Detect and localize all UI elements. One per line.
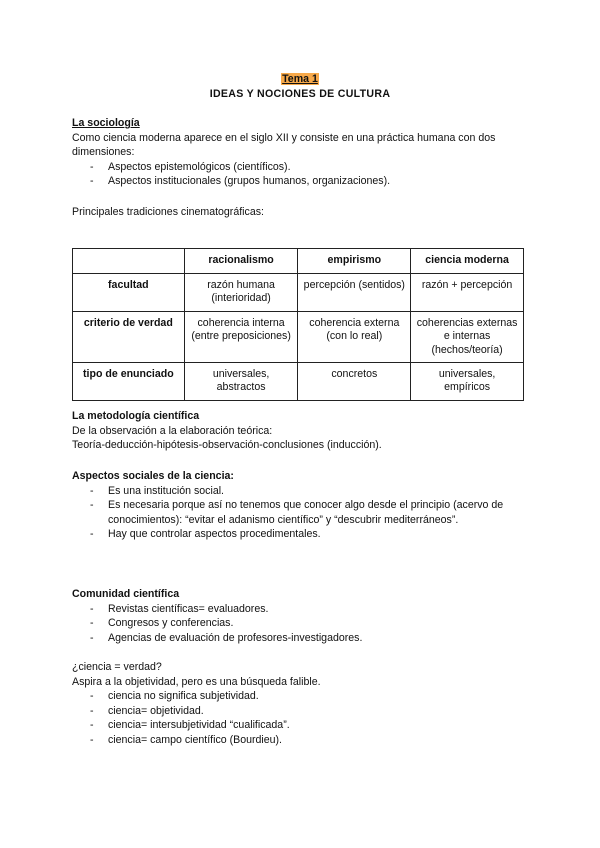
section-metodologia bbox=[72, 409, 532, 453]
bullet-list bbox=[72, 484, 532, 542]
list-item: - Hay que controlar aspectos procedimentales. bbox=[72, 527, 532, 542]
row-label: tipo de enunciado bbox=[73, 363, 185, 401]
table-cell: coherencias externas e internas (hechos/teoría) bbox=[411, 311, 524, 362]
bullet-list bbox=[72, 689, 532, 747]
table-header-cell: ciencia moderna bbox=[411, 249, 524, 274]
section-comunidad bbox=[72, 587, 532, 645]
section-heading: La metodología científica bbox=[72, 410, 200, 422]
table-cell: coherencia interna (entre preposiciones) bbox=[184, 311, 298, 362]
table-cell: percepción (sentidos) bbox=[298, 274, 411, 312]
row-label: facultad bbox=[73, 274, 185, 312]
list-item: - Es una institución social. bbox=[72, 484, 532, 499]
table-row bbox=[73, 363, 524, 401]
section-heading: La sociología bbox=[72, 117, 140, 129]
list-item: - Agencias de evaluación de profesores-investigadores. bbox=[72, 631, 532, 646]
question-line: ¿ciencia = verdad? bbox=[72, 661, 162, 673]
table-cell: razón humana (interioridad) bbox=[184, 274, 298, 312]
table-cell: universales, empíricos bbox=[411, 363, 524, 401]
paragraph: Teoría-deducción-hipótesis-observación-conclusiones (inducción). bbox=[72, 439, 382, 452]
table-row bbox=[73, 274, 524, 312]
bullet-list bbox=[72, 160, 532, 189]
paragraph: Aspira a la objetividad, pero es una búsqueda falible. bbox=[72, 675, 321, 688]
section-sociologia bbox=[72, 116, 532, 189]
paragraph: De la observación a la elaboración teórica: bbox=[72, 424, 273, 437]
section-aspectos bbox=[72, 469, 532, 542]
list-item: - ciencia= objetividad. bbox=[72, 704, 532, 719]
table-cell: concretos bbox=[298, 363, 411, 401]
list-item: - ciencia= campo científico (Bourdieu). bbox=[72, 733, 532, 748]
list-item: - Aspectos institucionales (grupos humanos, organizaciones). bbox=[72, 174, 532, 189]
paragraph: Como ciencia moderna aparece en el siglo XII y consiste en una práctica humana con dos dimensiones: bbox=[72, 131, 496, 159]
document-title: IDEAS Y NOCIONES DE CULTURA bbox=[209, 88, 391, 100]
topic-label bbox=[0, 72, 600, 87]
list-item: - Revistas científicas= evaluadores. bbox=[72, 602, 532, 617]
table-cell: razón + percepción bbox=[411, 274, 524, 312]
table-cell: coherencia externa (con lo real) bbox=[298, 311, 411, 362]
table-header-cell: racionalismo bbox=[184, 249, 298, 274]
section-heading: Comunidad científica bbox=[72, 588, 180, 600]
table-cell: universales, abstractos bbox=[184, 363, 298, 401]
section-ciencia-verdad bbox=[72, 660, 532, 748]
list-item: - Aspectos epistemológicos (científicos). bbox=[72, 160, 532, 175]
topic-highlight: Tema 1 bbox=[282, 73, 318, 85]
table-header-row bbox=[73, 249, 524, 274]
row-label: criterio de verdad bbox=[73, 311, 185, 362]
tradiciones-line: Principales tradiciones cinematográficas: bbox=[72, 206, 264, 218]
table-header-cell bbox=[73, 249, 185, 274]
comparison-table bbox=[72, 248, 524, 401]
bullet-list bbox=[72, 602, 532, 646]
table-row bbox=[73, 311, 524, 362]
list-item: - ciencia= intersubjetividad “cualificada”. bbox=[72, 718, 532, 733]
table-header-cell: empirismo bbox=[298, 249, 411, 274]
list-item: - ciencia no significa subjetividad. bbox=[72, 689, 532, 704]
section-heading: Aspectos sociales de la ciencia: bbox=[72, 470, 234, 482]
list-item: - Congresos y conferencias. bbox=[72, 616, 532, 631]
list-item: - Es necesaria porque así no tenemos que conocer algo desde el principio (acervo de conocimientos): “evitar el adanismo científico” y “descubrir mediterráneos”. bbox=[72, 498, 532, 527]
